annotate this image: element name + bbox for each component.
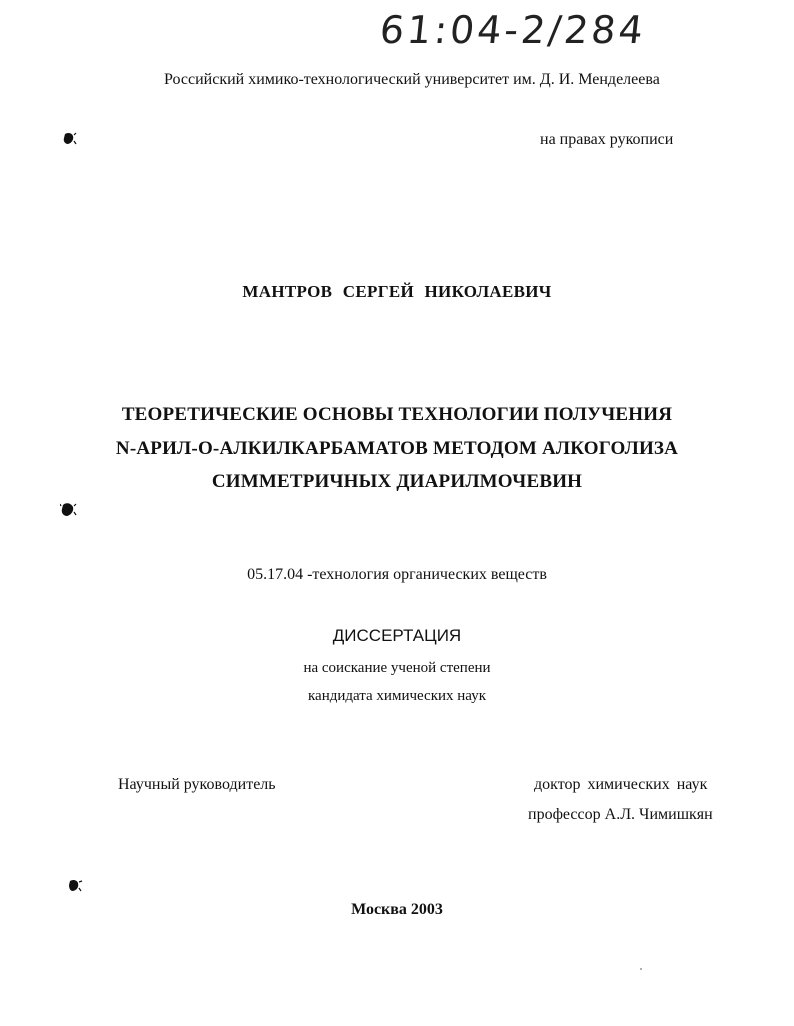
document-type: ДИССЕРТАЦИЯ [332, 626, 462, 645]
title-line-3: СИММЕТРИЧНЫХ ДИАРИЛМОЧЕВИН [211, 471, 583, 492]
supervisor-degree: доктор химических наук [534, 776, 708, 793]
manuscript-rights-note: на правах рукописи [540, 131, 674, 148]
hole-punch-mark-icon [60, 502, 78, 518]
scan-speck [640, 968, 642, 970]
handwritten-archive-number: 61:04-2/284 [377, 8, 649, 52]
author-name: МАНТРОВ СЕРГЕЙ НИКОЛАЕВИЧ [242, 282, 552, 301]
supervisor-name: профессор А.Л. Чимишкян [528, 806, 713, 823]
specialty-code: 05.17.04 -технология органических веществ [247, 566, 547, 583]
supervisor-label: Научный руководитель [118, 776, 276, 793]
title-line-1: ТЕОРЕТИЧЕСКИЕ ОСНОВЫ ТЕХНОЛОГИИ ПОЛУЧЕНИЯ [121, 404, 673, 425]
title-line-2: N-АРИЛ-О-АЛКИЛКАРБАМАТОВ МЕТОДОМ АЛКОГОЛИЗА [115, 438, 679, 459]
city-year: Москва 2003 [351, 901, 443, 918]
hole-punch-mark-icon [68, 878, 84, 894]
degree-name: кандидата химических наук [307, 688, 486, 704]
degree-seek-line: на соискание ученой степени [303, 660, 491, 676]
university-name: Российский химико-технологический университет им. Д. И. Менделеева [164, 71, 660, 88]
hole-punch-mark-icon [62, 132, 78, 146]
